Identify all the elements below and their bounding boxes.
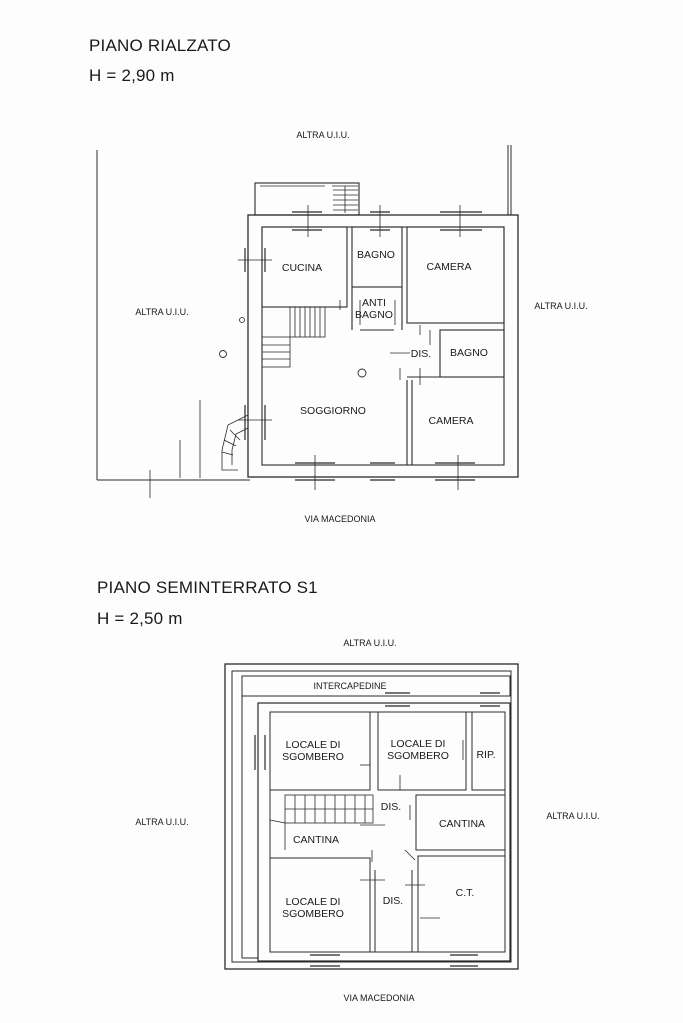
upper-neighbor-right: ALTRA U.I.U.: [534, 301, 588, 311]
room-ct: C.T.: [455, 887, 475, 899]
room-locale-sgombero-1: LOCALE DI SGOMBERO: [282, 739, 344, 763]
lower-neighbor-left: ALTRA U.I.U.: [135, 817, 189, 827]
room-cantina-2: CANTINA: [438, 818, 486, 830]
room-cantina-1: CANTINA: [292, 834, 340, 846]
room-dis-1: DIS.: [380, 801, 402, 813]
room-antibagno: ANTI BAGNO: [355, 297, 393, 321]
room-dis: DIS.: [410, 348, 432, 360]
room-camera-2: CAMERA: [428, 415, 474, 427]
upper-neighbor-left: ALTRA U.I.U.: [135, 307, 189, 317]
lower-plan: [225, 664, 518, 969]
room-bagno: BAGNO: [357, 249, 395, 261]
upper-plan-height: H = 2,90 m: [89, 66, 175, 85]
lower-plan-height: H = 2,50 m: [97, 609, 183, 628]
room-camera-1: CAMERA: [426, 261, 472, 273]
room-intercapedine: INTERCAPEDINE: [313, 681, 387, 691]
room-rip: RIP.: [476, 749, 496, 761]
room-locale-sgombero-3: LOCALE DI SGOMBERO: [282, 896, 344, 920]
room-bagno-2: BAGNO: [450, 347, 488, 359]
room-dis-2: DIS.: [382, 895, 404, 907]
lower-plan-title: PIANO SEMINTERRATO S1: [97, 578, 318, 597]
room-cucina: CUCINA: [281, 262, 323, 274]
lower-street-label: VIA MACEDONIA: [343, 993, 415, 1003]
lower-neighbor-top: ALTRA U.I.U.: [343, 638, 397, 648]
room-locale-sgombero-2: LOCALE DI SGOMBERO: [387, 738, 449, 762]
lower-neighbor-right: ALTRA U.I.U.: [546, 811, 600, 821]
upper-plan: [97, 145, 518, 498]
upper-street-label: VIA MACEDONIA: [304, 514, 376, 524]
room-soggiorno: SOGGIORNO: [300, 405, 366, 417]
upper-neighbor-top: ALTRA U.I.U.: [296, 130, 350, 140]
upper-plan-title: PIANO RIALZATO: [89, 36, 231, 55]
